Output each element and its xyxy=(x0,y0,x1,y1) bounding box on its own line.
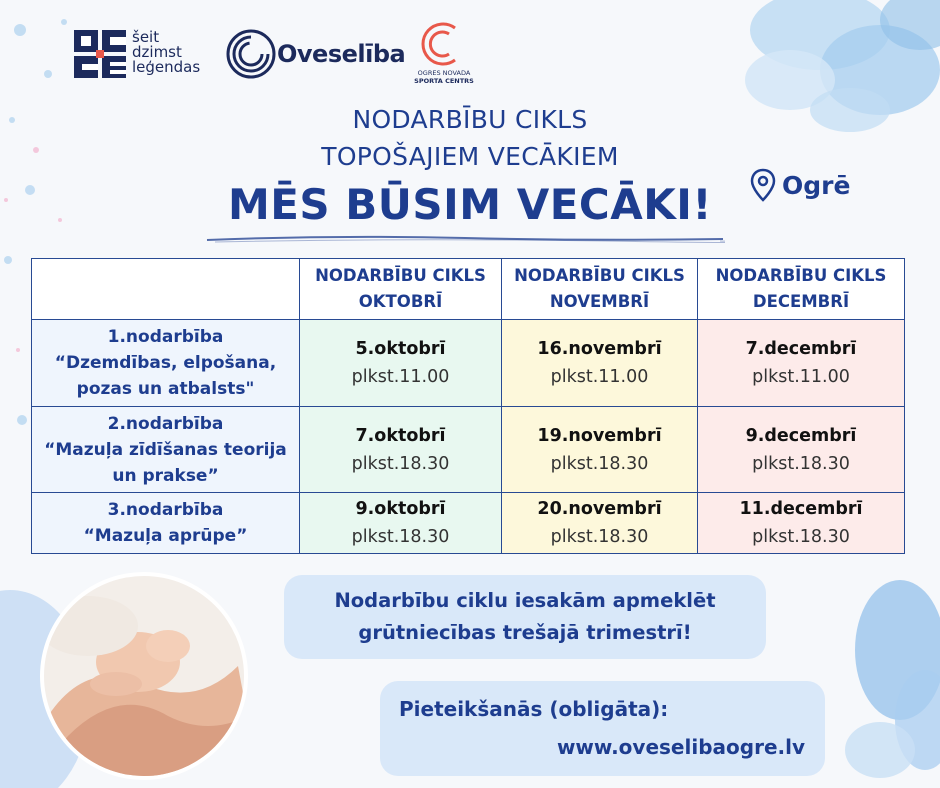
session-cell-december xyxy=(698,493,905,554)
session-date: 11.decembrī xyxy=(739,499,863,519)
sport-name-line: OGRES NOVADA xyxy=(417,69,471,77)
session-date: 7.oktobrī xyxy=(355,425,446,446)
lesson-line: “Dzemdības, elpošana, xyxy=(54,353,277,373)
heading-line-2: TOPOŠAJIEM VECĀKIEM xyxy=(321,142,619,171)
session-cell-november xyxy=(502,493,698,554)
header-line: NODARBĪBU CIKLS xyxy=(514,266,685,285)
ogre-slogan xyxy=(132,30,200,75)
baby-hands-photo xyxy=(28,566,260,784)
session-cell-october xyxy=(300,493,502,554)
header-october xyxy=(300,259,502,320)
lesson-line: pozas un atbalsts" xyxy=(76,379,255,399)
lesson-line: 3.nodarbība xyxy=(107,500,224,520)
header-december xyxy=(698,259,905,320)
session-date: 9.oktobrī xyxy=(355,499,446,519)
lesson-cell xyxy=(32,407,300,493)
session-date: 19.novembrī xyxy=(537,425,662,446)
session-date: 7.decembrī xyxy=(745,339,857,359)
page-title: MĒS BŪSIM VECĀKI! xyxy=(227,180,713,229)
header-line: NOVEMBRĪ xyxy=(549,292,650,311)
session-cell-october xyxy=(300,320,502,407)
session-time: plkst.18.30 xyxy=(752,453,850,474)
sport-name-line: SPORTA CENTRS xyxy=(414,77,474,85)
session-cell-december xyxy=(698,320,905,407)
header-november xyxy=(502,259,698,320)
map-pin-icon xyxy=(750,168,776,202)
location-badge xyxy=(750,168,850,202)
blue-flower-bottom-right xyxy=(830,560,940,788)
session-cell-december xyxy=(698,407,905,493)
heading-line-1: NODARBĪBU CIKLS xyxy=(352,105,588,134)
location-label: Ogrē xyxy=(782,170,851,200)
oveseliba-logo-icon xyxy=(225,28,277,80)
header-line: NODARBĪBU CIKLS xyxy=(315,266,486,285)
lesson-line: 2.nodarbība xyxy=(107,413,224,434)
table-row xyxy=(32,407,905,493)
slogan-line: leģendas xyxy=(132,58,201,76)
recommendation-line: Nodarbību ciklu iesakām apmeklēt xyxy=(334,589,716,612)
session-time: plkst.11.00 xyxy=(351,367,450,387)
registration-label: Pieteikšanās (obligāta): xyxy=(399,697,669,721)
lesson-line: 1.nodarbība xyxy=(107,327,224,347)
table-header-row xyxy=(32,259,905,320)
lesson-line: un prakse” xyxy=(112,465,219,486)
session-time: plkst.18.30 xyxy=(351,527,450,547)
table-row xyxy=(32,493,905,554)
schedule-table xyxy=(31,258,905,554)
slogan-line: šeit xyxy=(132,28,160,46)
oveseliba-name: Oveselība xyxy=(277,40,406,68)
registration-url-link[interactable]: www.oveselibaogre.lv xyxy=(556,735,805,759)
header-empty-cell xyxy=(32,259,300,320)
slogan-line: dzimst xyxy=(132,43,182,61)
session-time: plkst.11.00 xyxy=(550,367,649,387)
blue-blob-bottom-left xyxy=(0,590,120,788)
session-time: plkst.18.30 xyxy=(550,527,649,547)
registration-box xyxy=(380,681,825,776)
recommendation-box xyxy=(284,575,766,659)
sport-center-logo-icon xyxy=(417,20,467,66)
brush-stroke-divider xyxy=(205,232,725,246)
lesson-line: “Mazuļa aprūpe” xyxy=(83,526,248,546)
lesson-cell xyxy=(32,320,300,407)
recommendation-line: grūtniecības trešajā trimestrī! xyxy=(358,621,692,644)
sport-center-name xyxy=(404,69,484,85)
session-time: plkst.18.30 xyxy=(752,527,850,547)
session-date: 16.novembrī xyxy=(537,339,662,359)
session-cell-november xyxy=(502,407,698,493)
session-time: plkst.18.30 xyxy=(351,453,450,474)
session-time: plkst.18.30 xyxy=(550,453,649,474)
session-cell-october xyxy=(300,407,502,493)
lesson-line: “Mazuļa zīdīšanas teorija xyxy=(44,439,287,460)
session-date: 9.decembrī xyxy=(745,425,857,446)
header-line: OKTOBRĪ xyxy=(358,292,443,311)
session-time: plkst.11.00 xyxy=(752,367,850,387)
session-date: 20.novembrī xyxy=(537,499,662,519)
session-cell-november xyxy=(502,320,698,407)
lesson-cell xyxy=(32,493,300,554)
header-line: DECEMBRĪ xyxy=(752,292,850,311)
ogre-logo-icon xyxy=(72,28,128,80)
table-row xyxy=(32,320,905,407)
header-line: NODARBĪBU CIKLS xyxy=(715,266,887,285)
session-date: 5.oktobrī xyxy=(355,339,446,359)
